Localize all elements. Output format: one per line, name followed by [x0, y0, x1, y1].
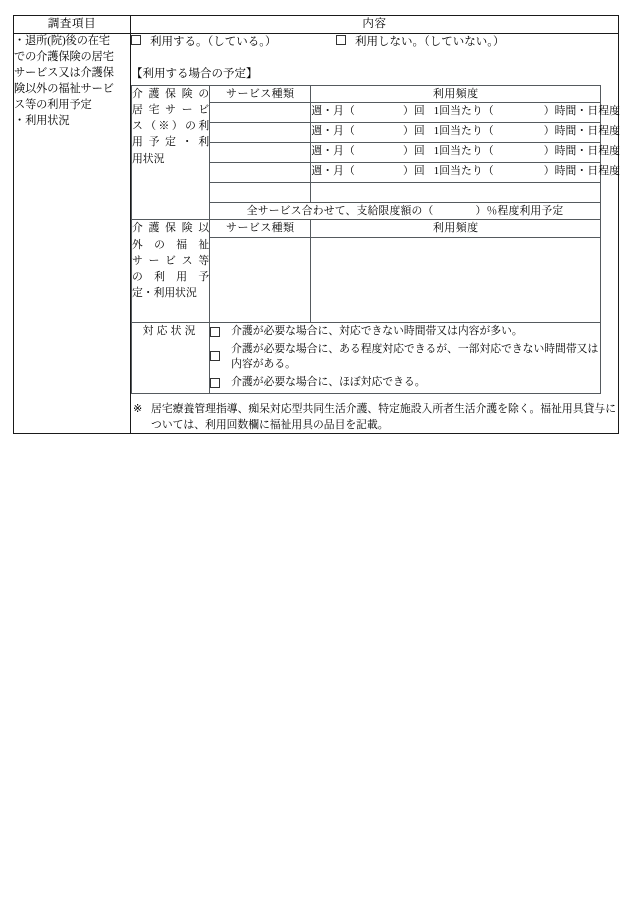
total-suffix: ）％程度利用予定	[475, 205, 564, 218]
checkbox-icon[interactable]	[210, 351, 220, 361]
other-freq-header: 利用頻度	[311, 220, 601, 238]
other-freq-input[interactable]	[311, 237, 601, 322]
freq-prefix: 週・月（	[311, 165, 355, 178]
table-row	[14, 34, 619, 434]
status-option-3-label: 介護が必要な場合に、ほぼ対応できる。	[231, 375, 426, 388]
kaigo-freq-header: 利用頻度	[311, 85, 601, 103]
checkbox-icon[interactable]	[210, 378, 220, 388]
checkbox-icon[interactable]	[131, 35, 141, 45]
table-header-row	[14, 16, 619, 34]
total-prefix: 全サービス合わせて、支給限度額の（	[246, 205, 434, 218]
other-label-line: の利用予	[132, 271, 210, 283]
header-content-column: 内容	[131, 16, 619, 34]
freq-unit-prefix: 1回当たり（	[433, 145, 494, 158]
kaigo-kind-input-3[interactable]	[210, 143, 311, 163]
kaigo-label-line: ス（※）の利	[132, 120, 210, 133]
kaigo-label-line: 用予定・利	[132, 136, 210, 149]
other-section-header-row	[132, 220, 601, 238]
kaigo-kind-input-4[interactable]	[210, 163, 311, 183]
freq-mid: ）回	[402, 165, 425, 178]
freq-suffix: ）時間・日程度	[543, 105, 621, 118]
usage-plan-table	[131, 85, 621, 394]
other-section-label	[132, 220, 210, 323]
kaigo-kind-header: サービス種類	[210, 85, 311, 103]
status-option-3[interactable]	[210, 375, 600, 391]
footnote-text: 居宅療養管理指導、痴呆対応型共同生活介護、特定施設入所者生活介護を除く。福祉用具貸与については、利用回数欄に福祉用具の品目を記載。	[151, 402, 616, 431]
kaigo-freq-row-4[interactable]	[311, 163, 621, 183]
usage-choice-yes[interactable]	[131, 34, 336, 51]
kaigo-freq-input-5[interactable]	[311, 183, 601, 203]
other-kind-header: サービス種類	[210, 220, 311, 238]
freq-mid: ）回	[402, 145, 425, 158]
status-option-1-label: 介護が必要な場合に、対応できない時間帯又は内容が多い。	[231, 324, 523, 337]
usage-choice-group	[131, 34, 618, 51]
freq-prefix: 週・月（	[311, 125, 355, 138]
kaigo-section-header-row	[132, 85, 601, 103]
freq-suffix: ）時間・日程度	[543, 145, 621, 158]
freq-suffix: ）時間・日程度	[543, 125, 621, 138]
survey-item-line: ・退所(院)後の在宅	[14, 35, 110, 48]
kaigo-section-label	[132, 85, 210, 220]
survey-item-cell	[14, 34, 131, 434]
survey-item-line: 険以外の福祉サービ	[14, 82, 114, 95]
other-label-line: サービス等	[132, 254, 210, 267]
kaigo-freq-row-2[interactable]	[311, 123, 621, 143]
kaigo-kind-input-5[interactable]	[210, 183, 311, 203]
kaigo-total-cell[interactable]	[210, 203, 601, 220]
status-section-row	[132, 322, 601, 393]
freq-mid: ）回	[402, 125, 425, 138]
other-label-line: 外の福祉	[132, 238, 210, 251]
freq-unit-prefix: 1回当たり（	[433, 105, 494, 118]
freq-unit-prefix: 1回当たり（	[433, 165, 494, 178]
other-kind-input[interactable]	[210, 237, 311, 322]
survey-item-line: サービス又は介護保	[14, 67, 114, 80]
header-item-column: 調査項目	[14, 16, 131, 34]
status-section-label: 対応状況	[132, 322, 210, 393]
kaigo-label-line: 介護保険の	[132, 87, 210, 100]
survey-item-line: ス等の利用予定	[14, 98, 92, 111]
usage-choice-yes-label: 利用する。（している。）	[150, 36, 277, 49]
usage-choice-no-label: 利用しない。（していない。）	[355, 36, 505, 49]
kaigo-freq-row-1[interactable]	[311, 103, 621, 123]
survey-item-text	[14, 34, 130, 129]
freq-suffix: ）時間・日程度	[543, 165, 621, 178]
freq-prefix: 週・月（	[311, 145, 355, 158]
survey-form-table	[13, 15, 619, 434]
survey-item-line: ・利用状況	[14, 114, 70, 127]
other-label-line: 介護保険以	[132, 222, 210, 235]
kaigo-label-line: 用状況	[132, 152, 165, 165]
plan-heading: 【利用する場合の予定】	[131, 67, 258, 80]
kaigo-kind-input-2[interactable]	[210, 123, 311, 143]
status-option-1[interactable]	[210, 324, 600, 340]
survey-content-cell	[131, 34, 619, 434]
kaigo-freq-row-3[interactable]	[311, 143, 621, 163]
freq-mid: ）回	[402, 105, 425, 118]
checkbox-icon[interactable]	[210, 327, 220, 337]
footnote-mark: ※	[133, 402, 143, 415]
other-label-line: 定・利用状況	[132, 287, 197, 300]
status-option-2-label: 介護が必要な場合に、ある程度対応できるが、一部対応できない時間帯又は内容がある。	[231, 342, 599, 371]
footnote	[131, 401, 618, 433]
freq-unit-prefix: 1回当たり（	[433, 125, 494, 138]
status-option-2[interactable]	[210, 342, 600, 373]
kaigo-label-line: 居宅サービ	[132, 103, 210, 116]
freq-prefix: 週・月（	[311, 105, 355, 118]
status-options-cell	[210, 322, 601, 393]
survey-item-line: での介護保険の居宅	[14, 51, 114, 64]
kaigo-kind-input-1[interactable]	[210, 103, 311, 123]
checkbox-icon[interactable]	[336, 35, 346, 45]
usage-choice-no[interactable]	[336, 34, 505, 51]
